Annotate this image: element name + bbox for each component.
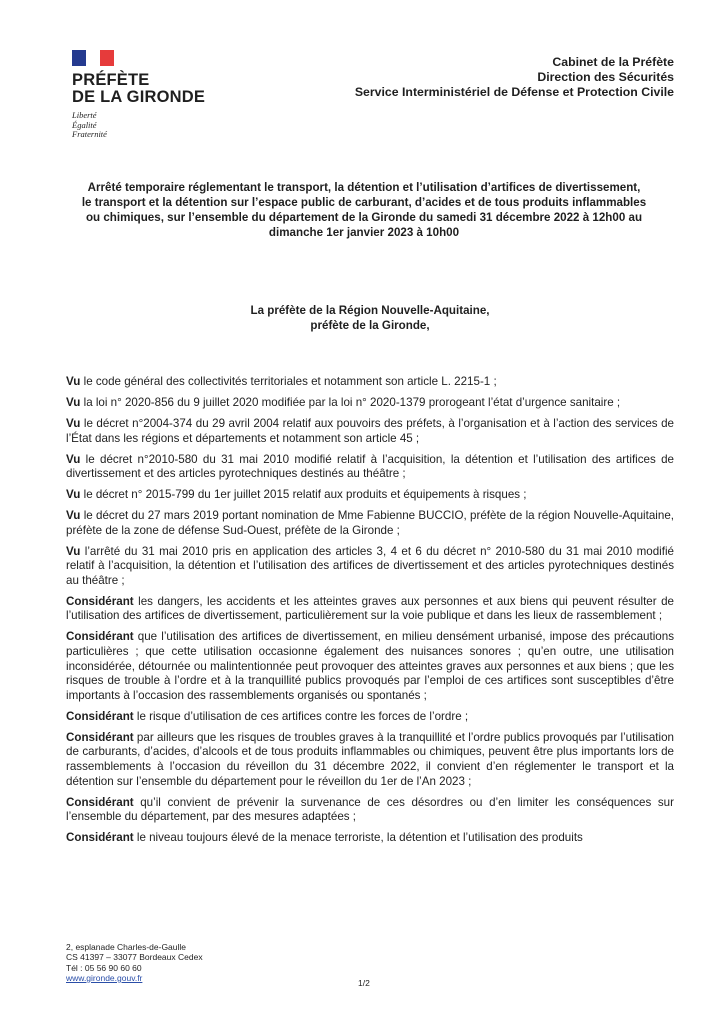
paragraph-text: le décret n°2010-580 du 31 mai 2010 modifié relatif à l’acquisition, la détention et l’utilisation des artifices de divertissement et des articles pyrotechniques destinés au théâtre ; <box>66 452 674 481</box>
paragraph-text: qu’il convient de prévenir la survenance de ces désordres ou d’en limiter les conséquences sur l’ensemble du département, par des mesures adaptées ; <box>66 795 674 824</box>
paragraph <box>66 545 674 589</box>
paragraph-text: le décret n° 2015-799 du 1er juillet 2015 relatif aux produits et équipements à risques ; <box>80 488 527 502</box>
prefete-heading <box>150 303 590 333</box>
title-line: dimanche 1er janvier 2023 à 10h00 <box>268 226 460 239</box>
paragraph-keyword: Considérant <box>66 831 134 845</box>
paragraph <box>66 453 674 482</box>
paragraph-text: le risque d’utilisation de ces artifices contre les forces de l’ordre ; <box>133 709 469 723</box>
service-line-sidpc: Service Interministériel de Défense et Protection Civile <box>354 85 674 99</box>
paragraph-keyword: Vu <box>66 452 81 466</box>
paragraph-text: l’arrêté du 31 mai 2010 pris en application des articles 3, 4 et 6 du décret n° 2010-580 du 31 mai 2010 modifié relatif à l’acquisition, la détention et l’utilisation des artifices de divertissement et des articles pyrotechniques destinés au théâtre ; <box>66 544 674 587</box>
paragraph <box>66 396 674 411</box>
paragraph <box>66 831 674 846</box>
paragraph-text: le décret n°2004-374 du 29 avril 2004 relatif aux pouvoirs des préfets, à l’organisation et à l’action des services de l’État dans les régions et départements et notamment son article 45 ; <box>66 416 674 445</box>
motto-liberte: Liberté <box>72 110 97 120</box>
service-line-direction: Direction des Sécurités <box>537 70 674 84</box>
footer-line: CS 41397 – 33077 Bordeaux Cedex <box>66 952 203 963</box>
paragraph-text: le niveau toujours élevé de la menace terroriste, la détention et l’utilisation des produits <box>133 831 583 845</box>
footer-address <box>66 942 203 983</box>
paragraph-keyword: Vu <box>66 375 81 388</box>
page-number: 1/2 <box>358 978 370 988</box>
paragraph <box>66 417 674 446</box>
paragraph-text: la loi n° 2020-856 du 9 juillet 2020 modifiée par la loi n° 2020-1379 prorogeant l’état d’urgence sanitaire ; <box>80 395 621 409</box>
title-line: ou chimiques, sur l’ensemble du département de la Gironde du samedi 31 décembre 2022 à 12h00 au <box>85 211 643 224</box>
document-body <box>66 375 674 852</box>
paragraph-keyword: Vu <box>66 416 81 430</box>
title-line: Arrêté temporaire réglementant le transport, la détention et l’utilisation d’artifices de divertissement, <box>87 181 641 194</box>
paragraph-keyword: Considérant <box>66 630 134 644</box>
paragraph <box>66 630 674 703</box>
marianne-flag-icon <box>72 50 114 66</box>
motto <box>72 111 212 140</box>
paragraph-keyword: Vu <box>66 488 81 502</box>
service-line-cabinet: Cabinet de la Préfète <box>552 55 674 69</box>
paragraph-keyword: Considérant <box>66 730 134 744</box>
prefete-heading-line: préfète de la Gironde, <box>310 319 430 332</box>
motto-egalite: Égalité <box>72 119 97 130</box>
paragraph-keyword: Vu <box>66 509 81 523</box>
paragraph <box>66 731 674 789</box>
paragraph <box>66 488 674 503</box>
paragraph-keyword: Considérant <box>66 795 134 809</box>
paragraph-text: le code général des collectivités territoriales et notamment son article L. 2215-1 ; <box>80 375 497 388</box>
paragraph <box>66 509 674 538</box>
prefete-heading-line: La préfète de la Région Nouvelle-Aquitaine, <box>250 304 490 317</box>
paragraph-text: les dangers, les accidents et les atteintes graves aux personnes et aux biens qui peuvent résulter de l’utilisation des artifices de divertissement, particulièrement sur la voie publique et dans les lieux de rassemblement ; <box>66 594 674 623</box>
footer-line: Tél : 05 56 90 60 60 <box>66 962 142 973</box>
prefecture-name-line1: PRÉFÈTE <box>72 71 150 89</box>
title-line: le transport et la détention sur l’espace public de carburant, d’acides et de tous produits inflammables <box>81 196 647 209</box>
paragraph-keyword: Considérant <box>66 594 134 608</box>
paragraph <box>66 375 674 390</box>
footer-line: 2, esplanade Charles-de-Gaulle <box>66 942 187 952</box>
paragraph-keyword: Considérant <box>66 709 134 723</box>
service-header <box>355 55 674 100</box>
prefecture-name <box>72 72 212 106</box>
paragraph <box>66 710 674 725</box>
motto-fraternite: Fraternité <box>72 129 107 139</box>
prefecture-logo <box>72 50 212 140</box>
paragraph-keyword: Vu <box>66 544 81 558</box>
paragraph-text: que l’utilisation des artifices de divertissement, en milieu densément urbanisé, impose des précautions particulières ; que cette utilisation occasionne également des nuisances sonores ; qu’en outre, une utilisation inconsidérée, détournée ou malintentionnée peut provoquer des atteintes graves aux personnes et aux biens ; que les risques de trouble à l’ordre et à la tranquillité publics provoqués par l’emploi de ces artifices sont susceptibles d’être importants à l’occasion des rassemblements organisés ou spontanés ; <box>66 630 674 702</box>
document-title <box>64 180 664 240</box>
paragraph <box>66 595 674 624</box>
paragraph-text: le décret du 27 mars 2019 portant nomination de Mme Fabienne BUCCIO, préfète de la région Nouvelle-Aquitaine, préfète de la zone de défense Sud-Ouest, préfète de la Gironde ; <box>66 509 674 537</box>
paragraph <box>66 796 674 825</box>
paragraph-keyword: Vu <box>66 395 81 409</box>
paragraph-text: par ailleurs que les risques de troubles graves à la tranquillité et l’ordre publics provoqués par l’utilisation de carburants, d’acides, d’alcools et de tous produits inflammables ou chimiques, peuvent être plus importants lors de rassemblements à l’occasion du réveillon du 31 décembre 2022, il convient d’en réglementer le transport et la détention sur l’ensemble du département pour le réveillon du 1er de l’An 2023 ; <box>66 730 674 788</box>
prefecture-name-line2: DE LA GIRONDE <box>72 88 206 106</box>
website-link[interactable]: www.gironde.gouv.fr <box>66 972 143 983</box>
